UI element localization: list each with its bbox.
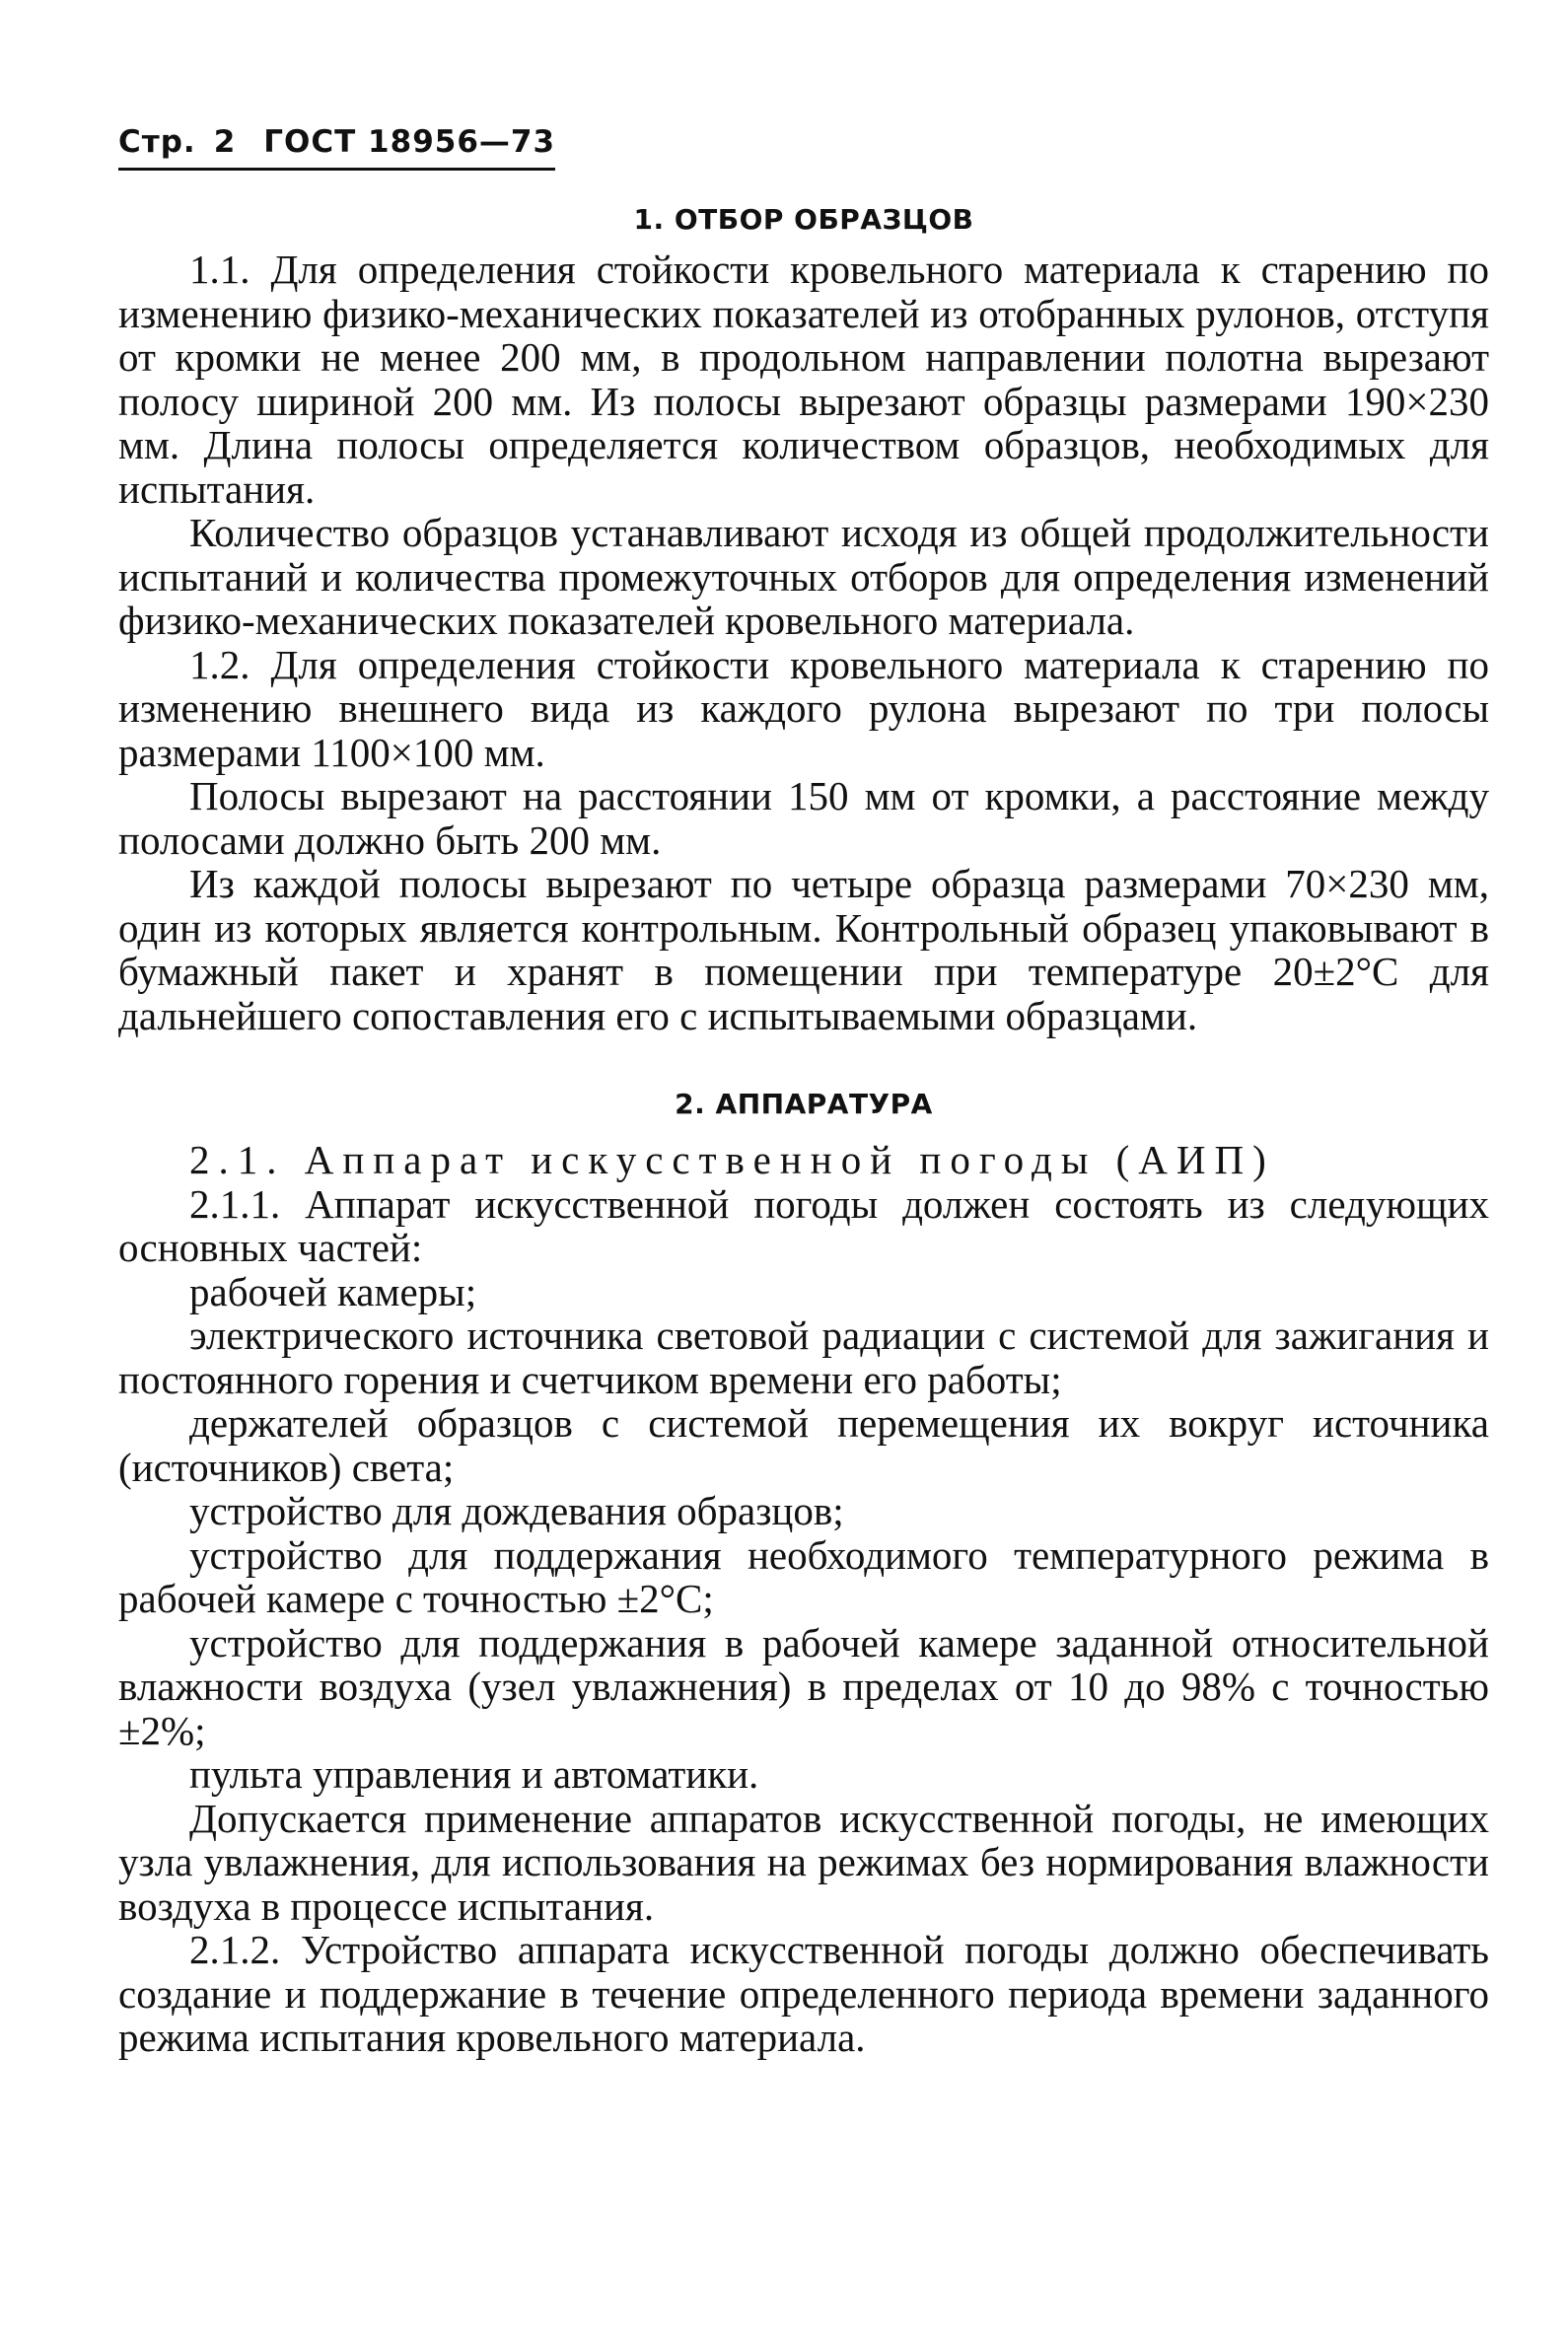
list-item: рабочей камеры; [189,1268,477,1314]
document-page [118,116,1489,2060]
paragraph-2-1-1: 2.1.1. Аппарат искусственной погоды должен состоять из следующих основных частей: [118,1180,1489,1270]
list-item: держателей образцов с системой перемещения их вокруг источника (источников) света; [118,1400,1489,1490]
list-item: пульта управления и автоматики. [189,1751,759,1797]
paragraph-2-1-2: 2.1.2. Устройство аппарата искусственной погоды должно обеспечивать создание и поддержание в течение определенного периода времени заданного режима испытания кровельного материала. [118,1927,1489,2060]
paragraph-1-2-specimens: Из каждой полосы вырезают по четыре образца размерами 70×230 мм, один из которых является контрольным. Контрольный образец упаковывают в бумажный пакет и хранят в помещении при температуре 20±2°С для дальнейшего сопоставления его с испытываемыми образцами. [118,861,1489,1038]
paragraph-1-2: 1.2. Для определения стойкости кровельного материала к старению по изменению внешнего вида из каждого рулона вырезают по три полосы размерами 1100×100 мм. [118,641,1489,775]
paragraph-1-2-strips: Полосы вырезают на расстоянии 150 мм от кромки, а расстояние между полосами должно быть 200 мм. [118,773,1489,863]
subsection-2-1-title: 2.1. Аппарат искусственной погоды (АИП) [189,1137,1275,1182]
standard-number: ГОСТ 18956—73 [263,124,556,160]
section-1-title: 1. ОТБОР ОБРАЗЦОВ [633,203,974,236]
list-item: электрического источника световой радиации с системой для зажигания и постоянного горения и счетчиком времени его работы; [118,1312,1489,1402]
list-item: устройство для поддержания необходимого температурного режима в рабочей камере с точностью ±2°С; [118,1531,1489,1621]
list-item: устройство для дождевания образцов; [189,1488,844,1533]
paragraph-1-1: 1.1. Для определения стойкости кровельного материала к старению по изменению физико-механических показателей из отобранных рулонов, отступя от кромки не менее 200 мм, в продольном направлении полотна вырезают полосу шириной 200 мм. Из полосы вырезают образцы размерами 190×230 мм. Длина полосы определяется количеством образцов, необходимых для испытания. [118,247,1489,512]
page-label: Стр. [118,124,196,160]
list-item: устройство для поддержания в рабочей камере заданной относительной влажности воздуха (узел увлажнения) в пределах от 10 до 98% с точностью ±2%; [118,1619,1489,1753]
section-2-title: 2. АППАРАТУРА [675,1088,933,1120]
paragraph-1-1-quantity: Количество образцов устанавливают исходя из общей продолжительности испытаний и количества промежуточных отборов для определения изменений физико-механических показателей кровельного материала. [118,510,1489,643]
page-number: 2 [213,124,237,160]
page-header [118,122,555,171]
paragraph-2-1-1-note: Допускается применение аппаратов искусственной погоды, не имеющих узла увлажнения, для использования на режимах без нормирования влажности воздуха в процессе испытания. [118,1795,1489,1929]
